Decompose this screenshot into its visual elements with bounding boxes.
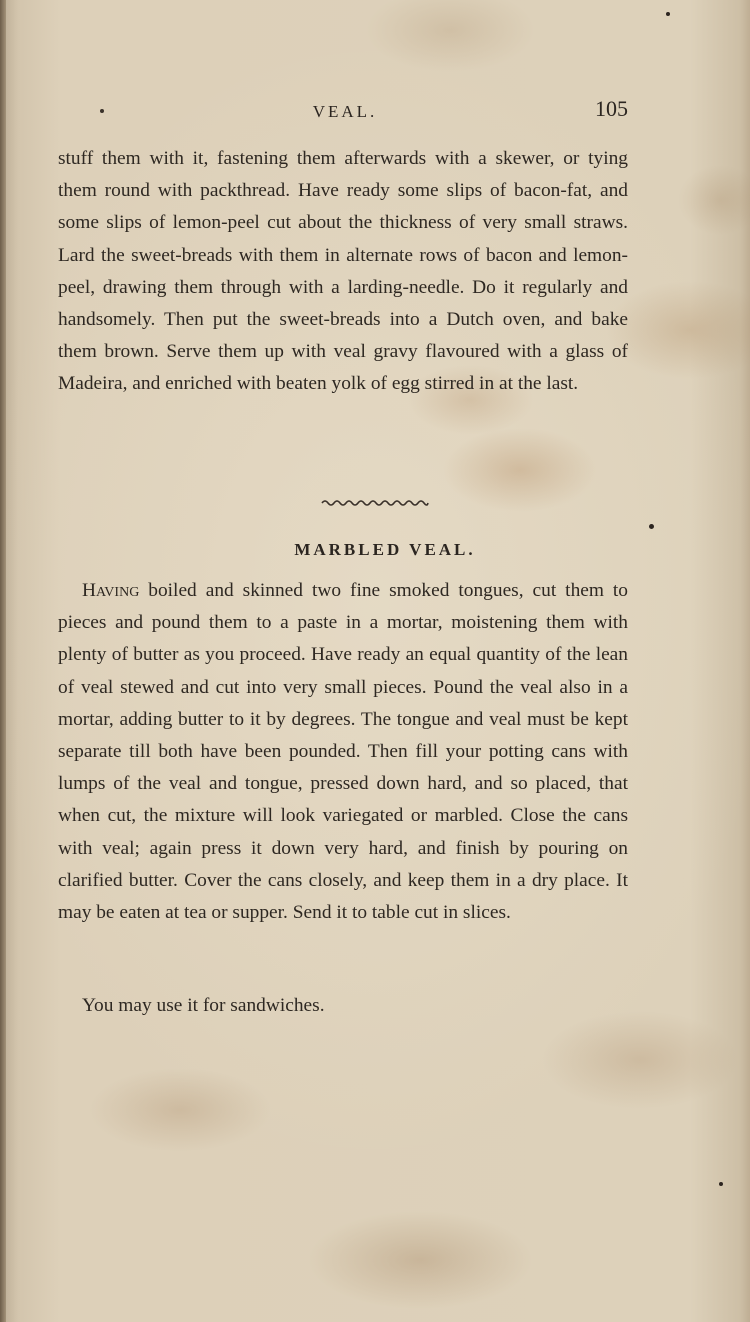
ink-speck <box>100 109 104 113</box>
sweetbreads-continuation-paragraph: stuff them with it, fastening them afterwards with a skewer, or tying them round with packthread. Have ready some slips of bacon-fat, and some slips of lemon-peel cut about the thickness of very small straws. Lard the sweet-breads with them in alternate rows of bacon and lemon-peel, drawing them through with a larding-needle. Do it regularly and handsomely. Then put the sweet-breads into a Dutch oven, and bake them brown. Serve them up with veal gravy flavoured with a glass of Madeira, and enriched with beaten yolk of egg stirred in at the last. <box>58 148 628 395</box>
page-number: 105 <box>595 96 628 121</box>
ink-speck <box>666 12 670 16</box>
marbled-veal-paragraph <box>58 575 628 929</box>
sandwich-note: You may use it for sandwiches. <box>82 995 325 1016</box>
lead-word: Having <box>82 580 140 601</box>
section-divider-ornament <box>0 496 750 516</box>
page-gutter <box>0 0 6 1322</box>
running-head-title: VEAL. <box>312 102 378 121</box>
ink-speck <box>719 1182 723 1186</box>
marbled-veal-body: boiled and skinned two fine smoked tongues, cut them to pieces and pound them to a paste in a mortar, moistening them with plenty of butter as you proceed. Have ready an equal quantity of the lean of veal stewed and cut into very small pieces. Pound the veal also in a mortar, adding butter to it by degrees. The tongue and veal must be kept separate till both have been pounded. Then fill your potting cans with lumps of the veal and tongue, pressed down hard, and so placed, that when cut, the mixture will look variegated or marbled. Close the cans with veal; again press it down very hard, and finish by pouring on clarified butter. Cover the cans closely, and keep them in a dry place. It may be eaten at tea or supper. Send it to table cut in slices. <box>58 580 628 924</box>
running-head <box>0 96 750 128</box>
ink-speck <box>649 524 654 529</box>
section-title: MARBLED VEAL. <box>294 540 476 559</box>
